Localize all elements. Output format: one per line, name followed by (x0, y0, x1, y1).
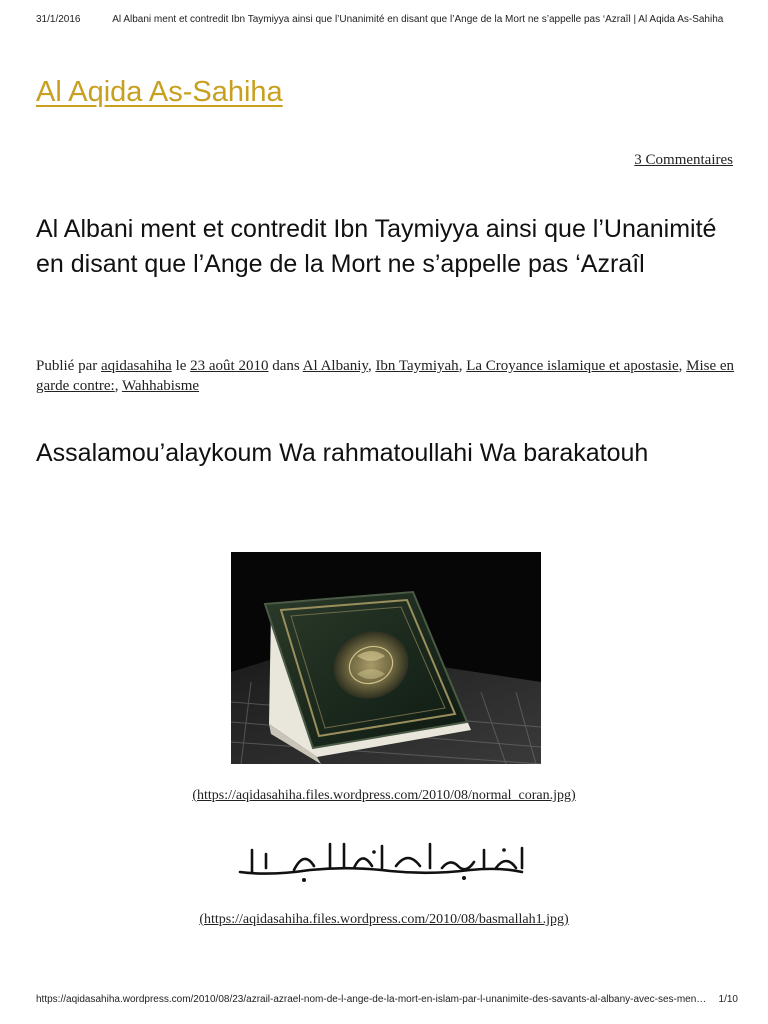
print-footer-url: https://aqidasahiha.wordpress.com/2010/08/23/azrail-azrael-nom-de-l-ange-de-la-mort-en-islam-par-l-unanimite-des-savants-al-albany-avec-ses-mens… (36, 994, 711, 1005)
basmallah-calligraphy-icon (234, 838, 538, 884)
category-link-wahhabisme[interactable]: Wahhabisme (121, 378, 200, 394)
post-title: Al Albani ment et contredit Ibn Taymiyya ainsi que l’Unanimité en disant que l’Ange de la Mort ne s’appelle pas ‘Azraîl (36, 215, 717, 278)
category-link-croyance[interactable]: La Croyance islamique et apostasie (466, 358, 679, 374)
greeting-heading: Assalamou’alaykoum Wa rahmatoullahi Wa barakatouh (36, 439, 649, 467)
print-header (36, 14, 748, 25)
image1-caption (0, 788, 768, 804)
category-link-ibn-taymiyah[interactable]: Ibn Taymiyah (375, 358, 459, 374)
print-page-title: Al Albani ment et contredit Ibn Taymiyya ainsi que l’Unanimité en disant que l’Ange de la Mort ne s’appelle pas ‘Azraîl | Al Aqida As-Sahiha (112, 14, 724, 25)
post-date-link[interactable]: 23 août 2010 (190, 358, 269, 374)
site-title-link[interactable]: Al Aqida As-Sahiha (36, 76, 283, 108)
print-footer (36, 994, 738, 1005)
category-link-mise-en-garde[interactable]: Mise en garde contre: (36, 358, 735, 394)
image2-caption (0, 912, 768, 928)
print-page-number: 1/10 (718, 994, 738, 1005)
print-date: 31/1/2016 (36, 14, 81, 25)
byline-in: dans (272, 358, 300, 374)
quran-book-icon (231, 552, 541, 764)
image2-link[interactable]: (https://aqidasahiha.files.wordpress.com/2010/08/basmallah1.jpg) (199, 912, 569, 927)
byline-published-by: Publié par (36, 358, 98, 374)
post-byline: Publié par aqidasahiha le 23 août 2010 dans Al Albaniy, Ibn Taymiyah, La Croyance islamique et apostasie, Mise en garde contre:, Wahhabisme (36, 358, 735, 394)
comments-link[interactable]: 3 Commentaires (634, 152, 733, 168)
author-link[interactable]: aqidasahiha (101, 358, 172, 374)
image1-link[interactable]: (https://aqidasahiha.files.wordpress.com/2010/08/normal_coran.jpg) (192, 788, 576, 803)
byline-on: le (175, 358, 187, 374)
basmallah-image[interactable] (234, 838, 538, 884)
quran-image[interactable] (231, 552, 541, 764)
category-link-al-albaniy[interactable]: Al Albaniy (302, 358, 368, 374)
